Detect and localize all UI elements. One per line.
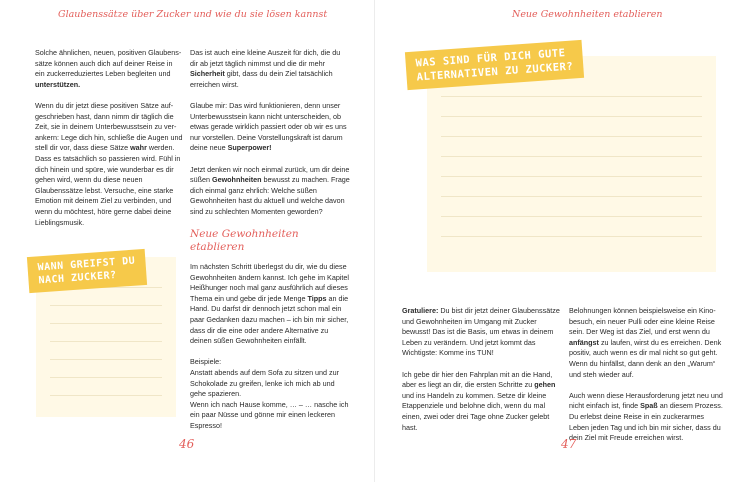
prompt-banner-right: WAS SIND FÜR DICH GUTE ALTERNATIVEN ZU ZUCKER? [405,40,584,90]
running-head-right: Neue Gewohnheiten etablieren [512,9,663,20]
running-head-left: Glaubenssätze über Zucker und wie du sie lösen kannst [58,9,328,20]
paragraph: Gratuliere: Du bist dir jetzt deiner Glaubenssätze und Gewohnheiten im Umgang mit Zucker bewusst! Das ist die Basis, um etwas in deinem Leben zu verändern. Und jetzt kommt das Wichtigste: Komme ins TUN! [402,306,560,358]
section-heading: Neue Gewohnheiten etablieren [190,228,299,254]
paragraph: Wenn du dir jetzt diese positiven Sätze aufgeschrieben hast, dann nimm dir täglich die Zeit, sie in deinem Unterbewusstsein zu verankern: Lege dich hin, schließe die Augen und stell dir vor, dass diese Sätze wahr werden. Dass es tatsächlich so passieren wird. Fühl in dich hinein und spüre, wie wunderbar es dir gehen wird, wenn du diese neuen Glaubenssätze lebst. Versuche, eine starke Emotion mit deinem Ziel zu verbinden, und wenn du möchtest, höre gerne dabei deine Lieblingsmusik. [35,100,183,227]
paragraph: Jetzt denken wir noch einmal zurück, um dir deine süßen Gewohnheiten bewusst zu machen. Frage dich einmal ganz ehrlich: Welche süßen Gewohnheiten hast du aktuell und welche davon sind zu schlechten Momenten geworden? [190,164,350,216]
right-column-2 [569,306,725,454]
writing-line [50,395,162,396]
writing-line [441,236,702,237]
paragraph: Solche ähnlichen, neuen, positiven Glaubenssätze können auch dich auf deiner Reise in ein zuckerreduziertes Leben begleiten und unterstützen. [35,48,182,89]
left-column-2 [190,48,350,432]
page-number-right: 47 [561,437,577,451]
spread-gutter [374,0,375,482]
page-number-left: 46 [179,437,195,451]
prompt-banner-left: WANN GREIFST DU NACH ZUCKER? [27,249,147,293]
paragraph: Ich gebe dir hier den Fahrplan mit an die Hand, aber es liegt an dir, die ersten Schritte zu gehen und ins Handeln zu kommen. Setze dir kleine Etappenziele und belohne dich, wenn du mal einen, zwei oder drei Tage ohne Zucker gelebt hast. [402,369,556,432]
paragraph: Das ist auch eine kleine Auszeit für dich, die du dir ab jetzt täglich nimmst und die dir mehr Sicherheit gibt, dass du dein Ziel tatsächlich erreichen wirst. [190,48,341,89]
right-column-1 [402,306,562,444]
paragraph: Glaube mir: Das wird funktionieren, denn unser Unterbewusstsein kann nicht unterscheiden, ob etwas gerade wirklich passiert oder ob wir es uns nur vorstellen. Deine Vorstellungskraft ist darum deine neue Superpower! [190,100,347,153]
example-block: Beispiele: Anstatt abends auf dem Sofa zu sitzen und zur Schokolade zu greifen, lenke ich mich ab und gehe spazieren. Wenn ich nach Hause komme, … – … nasche ich ein paar Nüsse und gönne mir einen leckeren Espresso! [190,357,349,430]
paragraph: Auch wenn diese Herausforderung jetzt neu und nicht einfach ist, finde Spaß an diesem Prozess. Du erlebst deine Reise in ein zuckerarmes Leben jeden Tag und ich bin mir sicher, dass du dein Ziel mit Freude erreichen wirst. [569,390,723,443]
writing-box-right[interactable] [427,56,716,272]
left-column-1 [35,48,183,239]
paragraph: Belohnungen können beispielsweise ein Kinobesuch, ein neuer Pulli oder eine kleine Reise sein. Der Weg ist das Ziel, und erst wenn du anfängst zu laufen, wirst du es erreichen. Denk positiv, auch wenn es dir mal nicht so gut geht. Wenn du hinfällst, dann denk an den „Warum“ und steh wieder auf. [569,306,722,379]
paragraph: Im nächsten Schritt überlegst du dir, wie du diese Gewohnheiten ändern kannst. Ich gehe im Kapitel Heißhunger noch mal ganz ausführlich auf dieses Thema ein und gebe dir jede Menge Tipps an die Hand. Du darfst dir dennoch jetzt schon mal ein paar Gedanken dazu machen – ich bin mir sicher, dass dir die eine oder andere Alternative zu deinen süßen Gewohnheiten einfällt. [190,262,350,346]
